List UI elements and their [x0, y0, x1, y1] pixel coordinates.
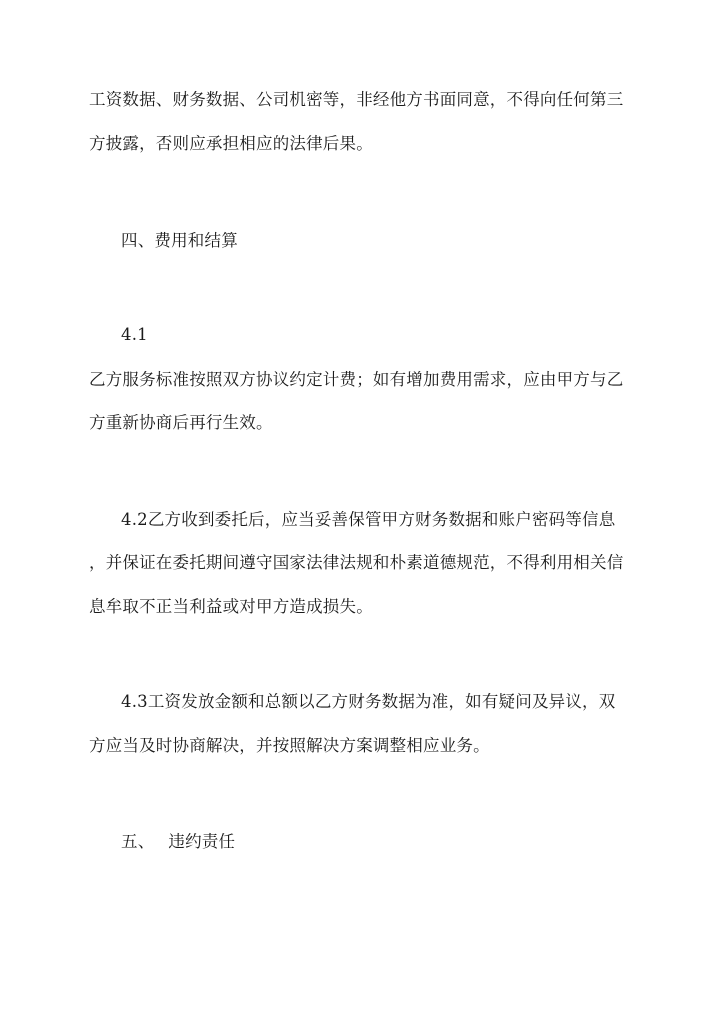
paragraph-line: 方披露，否则应承担相应的法律后果。	[89, 134, 373, 153]
paragraph-line: 工资数据、财务数据、公司机密等，非经他方书面同意，不得向任何第三	[89, 90, 624, 109]
paragraph-line: 乙方服务标准按照双方协议约定计费；如有增加费用需求，应由甲方与乙	[89, 370, 624, 389]
paragraph-line: ，并保证在委托期间遵守国家法律法规和朴素道德规范，不得利用相关信	[89, 553, 624, 572]
paragraph-line: 方应当及时协商解决，并按照解决方案调整相应业务。	[89, 736, 490, 755]
clause-number-4-1: 4.1	[121, 325, 148, 344]
paragraph-line: 息牟取不正当利益或对甲方造成损失。	[89, 597, 373, 616]
section-heading-5	[121, 832, 681, 852]
clause-4-3-line: 4.3工资发放金额和总额以乙方财务数据为准，如有疑问及异议，双	[121, 692, 616, 711]
section-heading-5-prefix: 五、	[121, 832, 155, 851]
clause-4-2-line: 4.2乙方收到委托后，应当妥善保管甲方财务数据和账户密码等信息	[121, 510, 616, 529]
section-heading-5-title: 违约责任	[168, 832, 236, 851]
section-heading-4: 四、费用和结算	[121, 231, 238, 250]
paragraph-line: 方重新协商后再行生效。	[89, 413, 273, 432]
